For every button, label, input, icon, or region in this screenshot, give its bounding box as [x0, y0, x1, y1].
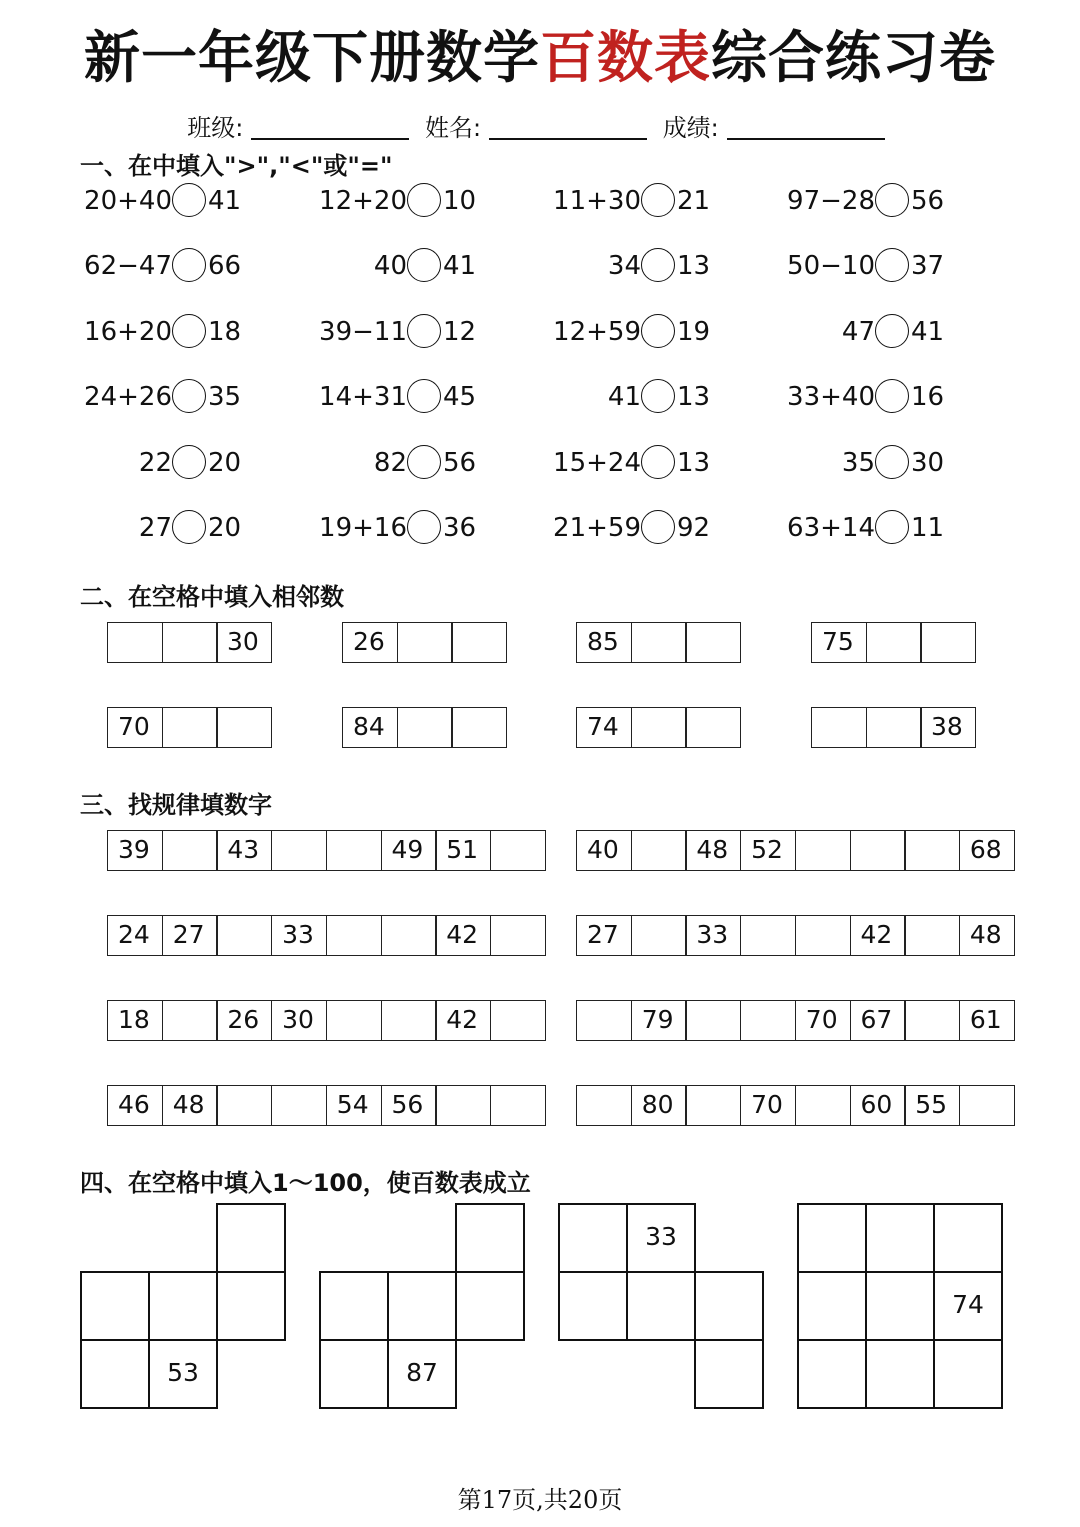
hundred-chart-cell[interactable]	[319, 1271, 389, 1341]
pattern-cell[interactable]	[904, 830, 960, 871]
pattern-cell: 60	[850, 1085, 906, 1126]
hundred-chart-cell: 87	[387, 1339, 457, 1409]
pattern-cell[interactable]	[904, 915, 960, 956]
hundred-chart-cell[interactable]	[694, 1271, 764, 1341]
neighbor-cell[interactable]	[811, 707, 867, 748]
left-expression: 15+24	[553, 448, 641, 478]
answer-circle[interactable]	[875, 445, 909, 479]
hundred-chart-cell[interactable]	[626, 1271, 696, 1341]
class-blank[interactable]	[251, 138, 409, 140]
hundred-chart-cell[interactable]	[797, 1203, 867, 1273]
pattern-cell[interactable]	[740, 1000, 796, 1041]
pattern-cell: 27	[576, 915, 632, 956]
left-expression: 50−10	[787, 251, 875, 281]
right-number: 41	[911, 317, 945, 347]
page-footer: 第17页,共20页	[457, 1486, 623, 1514]
right-number: 30	[911, 448, 945, 478]
left-expression: 33+40	[787, 382, 875, 412]
pattern-cell[interactable]	[685, 1085, 741, 1126]
pattern-cell: 52	[740, 830, 796, 871]
pattern-cell: 48	[162, 1085, 218, 1126]
hundred-chart-cell[interactable]	[933, 1339, 1003, 1409]
hundred-chart-cell[interactable]	[797, 1339, 867, 1409]
pattern-cell: 30	[271, 1000, 327, 1041]
pattern-cell[interactable]	[576, 1085, 632, 1126]
neighbor-cell: 75	[811, 622, 867, 663]
answer-circle[interactable]	[172, 510, 206, 544]
answer-circle[interactable]	[407, 248, 441, 282]
answer-circle[interactable]	[875, 510, 909, 544]
left-expression: 14+31	[319, 382, 407, 412]
right-number: 12	[443, 317, 477, 347]
neighbor-cell[interactable]	[631, 707, 687, 748]
pattern-cell: 33	[685, 915, 741, 956]
pattern-cell: 79	[631, 1000, 687, 1041]
section4-heading: 四、在空格中填入1～100，使百数表成立	[80, 1169, 531, 1197]
hundred-chart-cell: 33	[626, 1203, 696, 1273]
neighbor-cell[interactable]	[216, 707, 272, 748]
pattern-cell: 55	[904, 1085, 960, 1126]
pattern-cell[interactable]	[795, 830, 851, 871]
neighbor-cell[interactable]	[162, 707, 218, 748]
pattern-cell[interactable]	[490, 1085, 546, 1126]
pattern-cell: 68	[959, 830, 1015, 871]
pattern-cell[interactable]	[795, 915, 851, 956]
left-expression: 97−28	[787, 186, 875, 216]
pattern-cell: 48	[959, 915, 1015, 956]
pattern-cell: 54	[326, 1085, 382, 1126]
left-expression: 19+16	[319, 513, 407, 543]
pattern-cell[interactable]	[435, 1085, 491, 1126]
right-number: 92	[677, 513, 711, 543]
hundred-chart-cell[interactable]	[865, 1339, 935, 1409]
right-number: 13	[677, 448, 711, 478]
answer-circle[interactable]	[172, 183, 206, 217]
pattern-cell[interactable]	[162, 1000, 218, 1041]
section1-heading: 一、在中填入">","<"或"="	[80, 152, 393, 180]
hundred-chart-cell[interactable]	[865, 1203, 935, 1273]
answer-circle[interactable]	[875, 314, 909, 348]
answer-circle[interactable]	[875, 248, 909, 282]
section2-heading: 二、在空格中填入相邻数	[80, 583, 344, 611]
answer-circle[interactable]	[641, 445, 675, 479]
pattern-cell: 26	[216, 1000, 272, 1041]
hundred-chart-cell: 53	[148, 1339, 218, 1409]
hundred-chart-cell[interactable]	[694, 1339, 764, 1409]
left-expression: 27	[138, 513, 172, 543]
neighbor-cell[interactable]	[397, 707, 453, 748]
left-expression: 12+59	[553, 317, 641, 347]
section3-heading: 三、找规律填数字	[80, 791, 272, 819]
neighbor-cell: 74	[576, 707, 632, 748]
left-expression: 22	[138, 448, 172, 478]
left-expression: 39−11	[319, 317, 407, 347]
pattern-cell: 67	[850, 1000, 906, 1041]
answer-circle[interactable]	[641, 183, 675, 217]
pattern-cell[interactable]	[381, 915, 437, 956]
right-number: 56	[911, 186, 945, 216]
pattern-cell[interactable]	[631, 915, 687, 956]
pattern-cell: 80	[631, 1085, 687, 1126]
right-number: 13	[677, 251, 711, 281]
score-label: 成绩:	[662, 114, 719, 142]
pattern-cell[interactable]	[685, 1000, 741, 1041]
neighbor-cell[interactable]	[107, 622, 163, 663]
pattern-cell[interactable]	[490, 830, 546, 871]
pattern-cell[interactable]	[850, 830, 906, 871]
neighbor-cell: 30	[216, 622, 272, 663]
hundred-chart-cell[interactable]	[148, 1271, 218, 1341]
neighbor-cell[interactable]	[631, 622, 687, 663]
right-number: 16	[911, 382, 945, 412]
neighbor-cell[interactable]	[685, 707, 741, 748]
right-number: 41	[208, 186, 242, 216]
right-number: 36	[443, 513, 477, 543]
right-number: 41	[443, 251, 477, 281]
neighbor-cell[interactable]	[866, 622, 922, 663]
neighbor-cell: 26	[342, 622, 398, 663]
hundred-chart-cell[interactable]	[387, 1271, 457, 1341]
neighbor-cell: 70	[107, 707, 163, 748]
pattern-cell: 46	[107, 1085, 163, 1126]
left-expression: 63+14	[787, 513, 875, 543]
name-label: 姓名:	[424, 114, 482, 142]
answer-circle[interactable]	[172, 379, 206, 413]
pattern-cell[interactable]	[490, 1000, 546, 1041]
left-expression: 11+30	[553, 186, 641, 216]
neighbor-cell: 84	[342, 707, 398, 748]
pattern-cell: 24	[107, 915, 163, 956]
hundred-chart-cell[interactable]	[319, 1339, 389, 1409]
pattern-cell[interactable]	[326, 830, 382, 871]
pattern-cell[interactable]	[162, 830, 218, 871]
left-expression: 47	[841, 317, 875, 347]
pattern-cell: 40	[576, 830, 632, 871]
hundred-chart-cell: 74	[933, 1271, 1003, 1341]
pattern-cell[interactable]	[271, 830, 327, 871]
pattern-cell[interactable]	[795, 1085, 851, 1126]
answer-circle[interactable]	[172, 314, 206, 348]
answer-circle[interactable]	[875, 379, 909, 413]
answer-circle[interactable]	[641, 248, 675, 282]
pattern-cell: 49	[381, 830, 437, 871]
student-info-line	[0, 108, 1080, 143]
left-expression: 35	[841, 448, 875, 478]
neighbor-cell: 38	[920, 707, 976, 748]
worksheet-title: 新一年级下册数学百数表综合练习卷	[84, 26, 996, 91]
pattern-cell: 42	[435, 915, 491, 956]
answer-circle[interactable]	[407, 314, 441, 348]
hundred-chart-cell[interactable]	[797, 1271, 867, 1341]
pattern-cell: 61	[959, 1000, 1015, 1041]
right-number: 45	[443, 382, 477, 412]
pattern-cell[interactable]	[631, 830, 687, 871]
class-label: 班级:	[187, 114, 244, 142]
left-expression: 34	[607, 251, 641, 281]
right-number: 20	[208, 448, 242, 478]
pattern-cell[interactable]	[740, 915, 796, 956]
answer-circle[interactable]	[407, 379, 441, 413]
neighbor-cell[interactable]	[397, 622, 453, 663]
right-number: 10	[443, 186, 477, 216]
neighbor-cell[interactable]	[866, 707, 922, 748]
neighbor-cell[interactable]	[685, 622, 741, 663]
right-number: 11	[911, 513, 945, 543]
hundred-chart-cell[interactable]	[216, 1203, 286, 1273]
pattern-cell[interactable]	[216, 1085, 272, 1126]
pattern-cell[interactable]	[959, 1085, 1015, 1126]
left-expression: 24+26	[84, 382, 172, 412]
right-number: 37	[911, 251, 945, 281]
pattern-cell[interactable]	[326, 1000, 382, 1041]
answer-circle[interactable]	[641, 510, 675, 544]
name-blank[interactable]	[489, 138, 647, 140]
right-number: 18	[208, 317, 242, 347]
pattern-cell: 39	[107, 830, 163, 871]
pattern-cell: 42	[850, 915, 906, 956]
hundred-chart-cell[interactable]	[455, 1203, 525, 1273]
pattern-cell: 51	[435, 830, 491, 871]
right-number: 13	[677, 382, 711, 412]
right-number: 66	[208, 251, 242, 281]
pattern-cell[interactable]	[576, 1000, 632, 1041]
left-expression: 20+40	[84, 186, 172, 216]
right-number: 20	[208, 513, 242, 543]
hundred-chart-cell[interactable]	[558, 1203, 628, 1273]
hundred-chart-cell[interactable]	[216, 1271, 286, 1341]
pattern-cell[interactable]	[271, 1085, 327, 1126]
answer-circle[interactable]	[172, 445, 206, 479]
pattern-cell: 70	[740, 1085, 796, 1126]
answer-circle[interactable]	[407, 445, 441, 479]
right-number: 35	[208, 382, 242, 412]
neighbor-cell[interactable]	[451, 707, 507, 748]
neighbor-cell[interactable]	[920, 622, 976, 663]
right-number: 56	[443, 448, 477, 478]
left-expression: 41	[607, 382, 641, 412]
hundred-chart-cell[interactable]	[933, 1203, 1003, 1273]
answer-circle[interactable]	[641, 314, 675, 348]
left-expression: 82	[373, 448, 407, 478]
right-number: 21	[677, 186, 711, 216]
right-number: 19	[677, 317, 711, 347]
hundred-chart-cell[interactable]	[455, 1271, 525, 1341]
neighbor-cell[interactable]	[162, 622, 218, 663]
pattern-cell[interactable]	[490, 915, 546, 956]
hundred-chart-cell[interactable]	[80, 1339, 150, 1409]
pattern-cell: 42	[435, 1000, 491, 1041]
neighbor-cell[interactable]	[451, 622, 507, 663]
pattern-cell[interactable]	[216, 915, 272, 956]
pattern-cell: 70	[795, 1000, 851, 1041]
answer-circle[interactable]	[407, 510, 441, 544]
pattern-cell[interactable]	[381, 1000, 437, 1041]
pattern-cell: 43	[216, 830, 272, 871]
pattern-cell: 56	[381, 1085, 437, 1126]
pattern-cell: 48	[685, 830, 741, 871]
answer-circle[interactable]	[407, 183, 441, 217]
pattern-cell[interactable]	[326, 915, 382, 956]
hundred-chart-cell[interactable]	[80, 1271, 150, 1341]
answer-circle[interactable]	[875, 183, 909, 217]
neighbor-cell: 85	[576, 622, 632, 663]
pattern-cell: 18	[107, 1000, 163, 1041]
answer-circle[interactable]	[641, 379, 675, 413]
pattern-cell[interactable]	[904, 1000, 960, 1041]
title-highlight: 百数表	[540, 26, 711, 91]
left-expression: 16+20	[84, 317, 172, 347]
left-expression: 21+59	[553, 513, 641, 543]
left-expression: 40	[373, 251, 407, 281]
left-expression: 12+20	[319, 186, 407, 216]
pattern-cell: 33	[271, 915, 327, 956]
pattern-cell: 27	[162, 915, 218, 956]
hundred-chart-cell[interactable]	[558, 1271, 628, 1341]
answer-circle[interactable]	[172, 248, 206, 282]
score-blank[interactable]	[727, 138, 885, 140]
hundred-chart-cell[interactable]	[865, 1271, 935, 1341]
left-expression: 62−47	[84, 251, 172, 281]
